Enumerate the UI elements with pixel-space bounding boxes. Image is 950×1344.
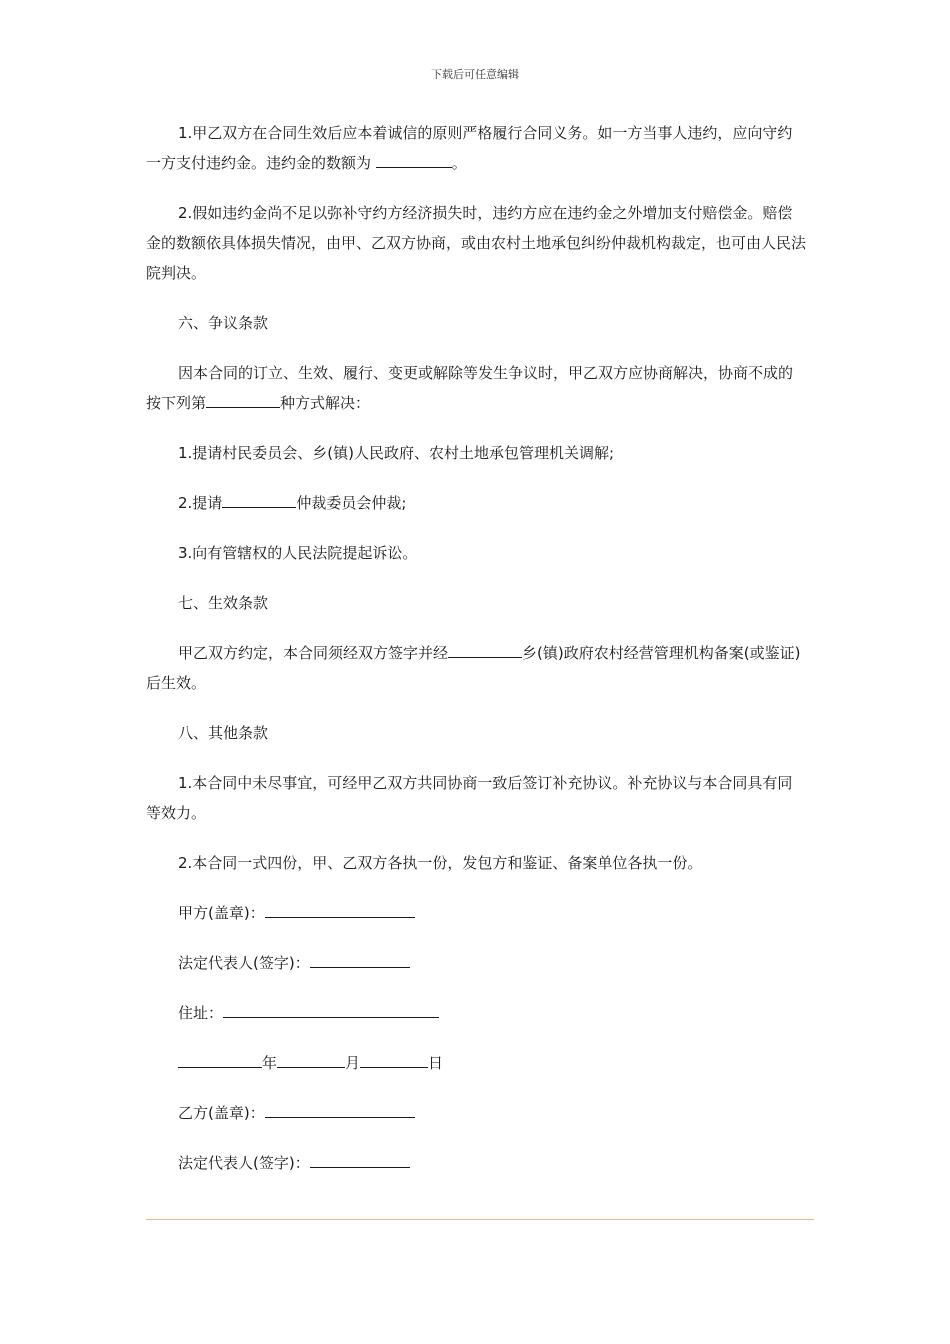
clause-paragraph: 2.本合同一式四份，甲、乙双方各执一份，发包方和鉴证、备案单位各执一份。 xyxy=(178,854,703,872)
clause-paragraph: 1.提请村民委员会、乡(镇)人民政府、农村土地承包管理机关调解; xyxy=(178,444,615,462)
section-heading: 七、生效条款 xyxy=(178,594,269,612)
clause-paragraph: 甲乙双方约定，本合同须经双方签字并经 乡(镇)政府农村经营管理机构备案(或鉴证)后生效。 xyxy=(146,638,806,698)
clause-paragraph: 因本合同的订立、生效、履行、变更或解除等发生争议时，甲乙双方应协商解决，协商不成的按下列第 种方式解决： xyxy=(146,364,794,412)
clause-paragraph: 2.假如违约金尚不足以弥补守约方经济损失时，违约方应在违约金之外增加支付赔偿金。赔偿金的数额依具体损失情况，由甲、乙双方协商，或由农村土地承包纠纷仲裁机构裁定，也可由人民法院判决。 xyxy=(146,204,807,282)
clause-paragraph: 3.向有管辖权的人民法院提起诉讼。 xyxy=(178,544,418,562)
blank-line xyxy=(310,1149,410,1168)
signature-party-a: 甲方(盖章)： xyxy=(146,898,806,928)
signature-address: 住址： xyxy=(146,998,806,1028)
signature-party-b: 乙方(盖章)： xyxy=(146,1098,806,1128)
blank-line xyxy=(360,1049,428,1068)
footer-divider xyxy=(146,1219,814,1220)
signature-date: 年 月 日 xyxy=(146,1048,806,1078)
clause-paragraph: 2.提请 仲裁委员会仲裁; xyxy=(146,488,806,518)
blank-line xyxy=(277,1049,345,1068)
clause-paragraph: 1.甲乙双方在合同生效后应本着诚信的原则严格履行合同义务。如一方当事人违约，应向守约一方支付违约金。违约金的数额为 。 xyxy=(146,124,793,172)
blank-line xyxy=(310,949,410,968)
blank-line xyxy=(178,1049,262,1068)
blank-line xyxy=(265,899,415,918)
document-body xyxy=(146,118,806,1198)
section-heading: 六、争议条款 xyxy=(178,314,269,332)
clause-paragraph: 1.本合同中未尽事宜，可经甲乙双方共同协商一致后签订补充协议。补充协议与本合同具有同等效力。 xyxy=(146,774,793,822)
signature-rep-b: 法定代表人(签字)： xyxy=(146,1148,806,1178)
page-header: 下载后可任意编辑 xyxy=(431,68,519,81)
blank-line xyxy=(448,639,522,658)
section-heading: 八、其他条款 xyxy=(178,724,269,742)
signature-rep-a: 法定代表人(签字)： xyxy=(146,948,806,978)
blank-line xyxy=(376,149,452,168)
blank-line xyxy=(206,389,280,408)
blank-line xyxy=(265,1099,415,1118)
blank-line xyxy=(222,489,296,508)
blank-line xyxy=(223,999,439,1018)
